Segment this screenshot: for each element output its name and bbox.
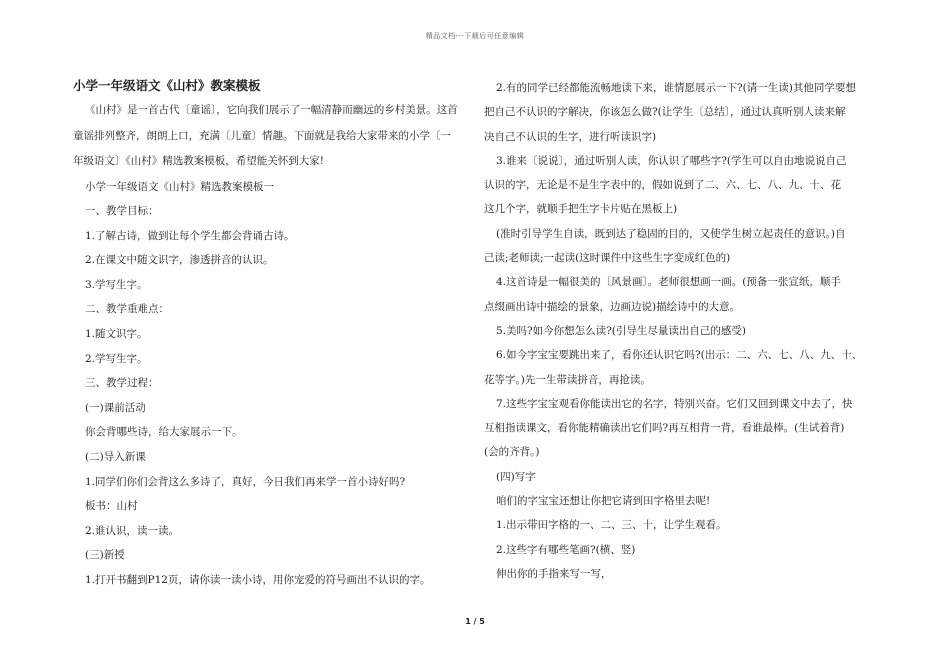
text-line: 2.在课文中随文识字，渗透拼音的认识。 [85,254,274,267]
text-line: 你会背哪些诗，给大家展示一下。 [85,426,243,439]
text-line: 决自己不认识的生字，进行听读识字) [484,130,657,143]
text-line: 3.谁来〔说说〕，通过听别人读，你认识了哪些字?(学生可以自由地说说自己 [496,154,847,167]
text-line: 这几个字，就顺手把生字卡片贴在黑板上) [484,203,678,216]
text-line: 把自己不认识的字解决，你该怎么做?(让学生〔总结〕，通过认真听别人读来解 [484,106,846,119]
text-line: 己读;老师读;一起读(这时课件中这些生字变成红色的) [484,252,731,265]
text-line: 三、教学过程： [85,377,159,390]
text-line: 7.这些字宝宝观看你能读出它的名字，特别兴奋。它们又回到课文中去了，快 [496,397,853,410]
paragraph [484,270,884,319]
left-column [73,74,460,593]
paragraph [484,343,884,392]
left-lines [73,175,460,593]
text-line: 3.学写生字。 [85,278,148,291]
text-line: (二)导入新课 [85,451,146,464]
text-line: 二、教学重难点： [85,303,169,316]
text-line: 板书：山村 [85,500,138,513]
text-line: (三)新授 [85,549,125,562]
text-line: 5.美吗?如今你想怎么读?(引导生尽量读出自己的感受) [496,324,746,337]
text-line: 6.如今字宝宝要跳出来了，看你还认识它吗?(出示：二、六、七、八、九、十、 [496,349,863,362]
right-paragraphs [484,76,884,465]
text-line: 一、教学目标： [85,205,159,218]
text-line: (四)写字 [496,470,536,483]
paragraph [484,149,884,222]
document-title: 小学一年级语文《山村》教案模板 [73,78,261,93]
text-line: 1.随文识字。 [85,328,148,341]
text-line: 2.谁认识，读一读。 [85,524,180,537]
right-lines [484,465,884,586]
text-line: 咱们的字宝宝还想让你把它请到田字格里去呢! [496,495,711,508]
text-line: 2.学写生字。 [85,352,148,365]
text-line: 认识的字，无论是不是生字表中的，假如说到了二、六、七、八、九、十、花 [484,179,841,192]
right-column [484,76,884,586]
paragraph [484,76,884,149]
text-line: (一)课前活动 [85,401,146,414]
page-header: 精品文档---下载后可任意编辑 [425,32,525,40]
paragraph [484,319,884,343]
text-line: 1.打开书翻到P12页，请你读一读小诗，用你宠爱的符号画出不认识的字。 [85,574,431,586]
text-line: (会的齐背。) [484,446,540,459]
text-line: 花等字。)先一生带读拼音，再抢读。 [484,373,651,386]
text-line: 小学一年级语文《山村》精选教案模板一 [85,180,274,193]
paragraph [484,392,884,465]
text-line: 1.出示带田字格的一、二、三、十，让学生观看。 [496,519,727,532]
text-line: (准时引导学生自读，既到达了稳固的目的，又使学生树立起责任的意识。)自 [496,227,846,240]
text-line: 点缀画出诗中描绘的景象，边画边说)描绘诗中的大意。 [484,300,741,313]
paragraph [484,222,884,271]
text-line: 互相指读课文，看你能精确读出它们吗?再互相背一背，看谁最棒。(生试着背) [484,422,845,435]
text-line: 伸出你的手指来写一写， [496,567,612,580]
intro-paragraph: 《山村》是一首古代〔童谣〕，它向我们展示了一幅清静而幽远的乡村美景。这首童谣排列整齐，朗朗上口，充满〔儿童〕情趣。下面就是我给大家带来的小学〔一年级语文〕《山村》精选教案模板，希望能关怀到大家! [73,104,458,167]
text-line: 4.这首诗是一幅很美的〔风景画〕。老师很想画一画。(预备一张宣纸，顺手 [496,276,841,289]
page-number: 1 / 5 [465,617,485,626]
text-line: 2.这些字有哪些笔画?(横、竖) [496,543,636,556]
text-line: 1.同学们你们会背这么多诗了，真好，今日我们再来学一首小诗好吗? [85,475,406,488]
text-line: 1.了解古诗，做到让每个学生都会背诵古诗。 [85,229,295,242]
text-line: 2.有的同学已经都能流畅地读下来，谁情愿展示一下?(请一生读)其他同学要想 [496,82,856,94]
